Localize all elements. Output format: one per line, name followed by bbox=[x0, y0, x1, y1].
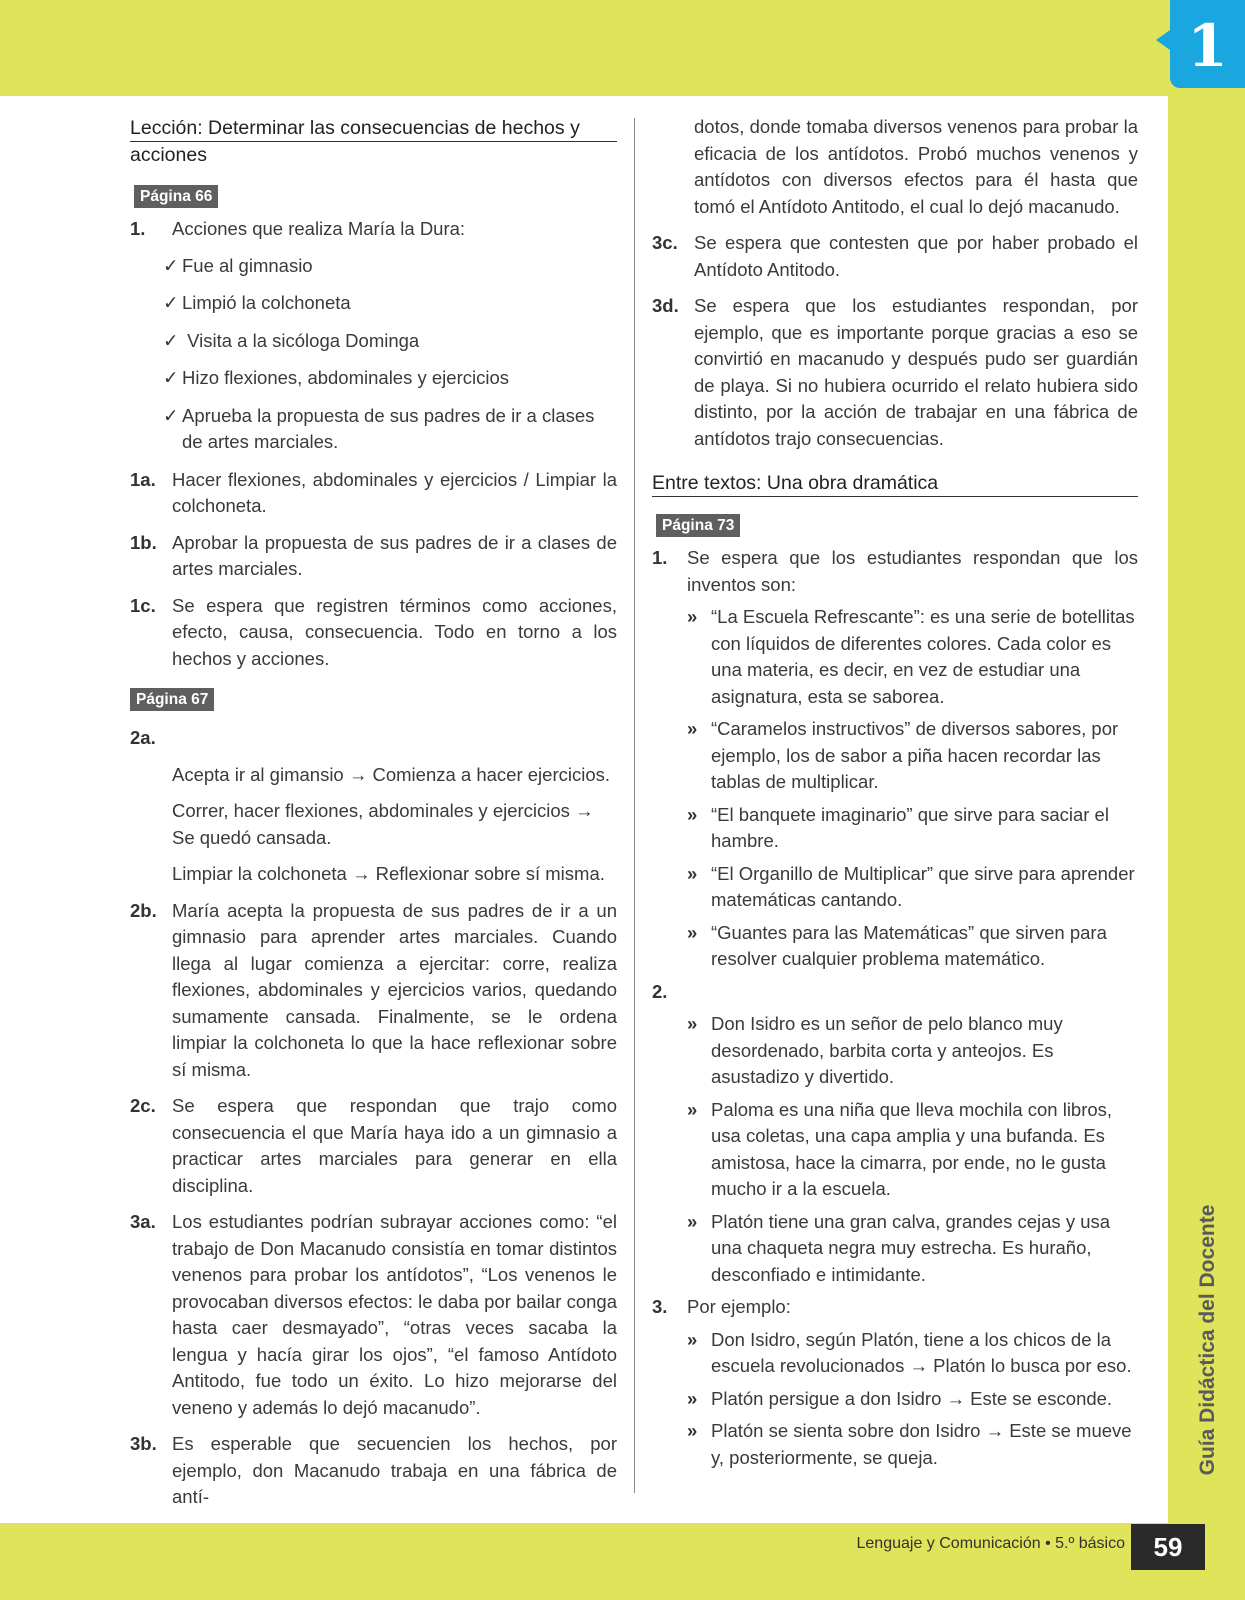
question-number: 3a. bbox=[130, 1211, 156, 1232]
bullet-text: Don Isidro es un señor de pelo blanco muy desordenado, barbita corta y anteojos. Es asustadizo y divertido. bbox=[711, 1013, 1063, 1087]
question-text: Por ejemplo: bbox=[687, 1296, 791, 1317]
question-3c bbox=[652, 230, 1138, 283]
check-text: Visita a la sicóloga Dominga bbox=[182, 329, 420, 351]
bullet-text: Platón tiene una gran calva, grandes cejas y usa una chaqueta negra muy estrecha. Es huraño, desconfiado e intimidante. bbox=[711, 1210, 1111, 1285]
header-band bbox=[0, 0, 1245, 96]
question-text: Se espera que registren términos como acciones, efecto, causa, consecuencia. Todo en torno a los hechos y acciones. bbox=[172, 594, 617, 669]
page-number: 59 bbox=[1153, 1532, 1183, 1562]
prompt-2 bbox=[652, 979, 1138, 1006]
bullet-text: “Guantes para las Matemáticas” que sirven para resolver cualquier problema matemático. bbox=[711, 921, 1107, 969]
bullet-icon: » bbox=[687, 718, 698, 739]
check-item bbox=[130, 253, 617, 280]
bullet-icon: » bbox=[687, 1328, 698, 1350]
left-column bbox=[130, 112, 617, 1521]
question-3a bbox=[130, 1209, 617, 1421]
question-number: 1c. bbox=[130, 594, 156, 616]
check-text: Aprueba la propuesta de sus padres de ir a clases de artes marciales. bbox=[182, 404, 595, 452]
question-2b bbox=[130, 898, 617, 1084]
question-number: 1. bbox=[130, 218, 146, 239]
question-number: 2a. bbox=[130, 727, 156, 748]
question-number: 3b. bbox=[130, 1433, 157, 1454]
unit-number: 1 bbox=[1187, 12, 1228, 80]
prompt-1 bbox=[652, 545, 1138, 598]
lesson-title-line-2: acciones bbox=[130, 144, 207, 166]
bullet-text: Platón persigue a don Isidro → Este se esconde. bbox=[711, 1387, 1113, 1409]
bullet-icon: » bbox=[687, 803, 698, 825]
check-item bbox=[130, 403, 617, 456]
lesson-title-line-1: Lección: Determinar las consecuencias de hechos y bbox=[130, 115, 617, 142]
bullet-text: “El banquete imaginario” que sirve para saciar el hambre. bbox=[711, 803, 1109, 851]
question-number: 1a. bbox=[130, 468, 156, 490]
question-number: 2c. bbox=[130, 1095, 156, 1116]
check-icon: ✓ bbox=[163, 292, 179, 313]
question-number: 1b. bbox=[130, 531, 157, 553]
check-text: Fue al gimnasio bbox=[182, 254, 313, 276]
bullet-item bbox=[652, 1097, 1138, 1203]
question-text: Los estudiantes podrían subrayar acciones como: “el trabajo de Don Macanudo consistía en tomar distintos venenos para probar los antídotos”, “Los venenos le provocaban diversos efectos: le daba por bailar conga hasta caer desmayado”, “otras veces sacaba la lengua y hacía girar los ojos”, “el famoso Antídoto Antitodo, fue todo un éxito. Lo hizo mejorarse del veneno y además lo dejó macanudo”. bbox=[172, 1211, 617, 1418]
answer-line: Correr, hacer flexiones, abdominales y ejercicios → Se quedó cansada. bbox=[172, 800, 594, 848]
bullet-item bbox=[652, 1011, 1138, 1091]
column-divider bbox=[634, 118, 635, 1493]
section-title: Entre textos: Una obra dramática bbox=[652, 470, 1138, 497]
question-number: 3c. bbox=[652, 232, 678, 253]
bullet-text: “La Escuela Refrescante”: es una serie de botellitas con líquidos de diferentes colores. Cada color es una materia, es decir, en vez de estudiar una asignatura, esta se saborea. bbox=[711, 606, 1135, 707]
question-2a bbox=[130, 725, 617, 752]
bullet-item bbox=[652, 1418, 1138, 1471]
right-column bbox=[652, 112, 1138, 1477]
question-text: Acciones que realiza María la Dura: bbox=[172, 218, 466, 239]
side-label: Guía Didáctica del Docente bbox=[1196, 1204, 1219, 1476]
bullet-item bbox=[652, 1386, 1138, 1413]
bullet-icon: » bbox=[687, 1098, 698, 1120]
question-text: Se espera que contesten que por haber probado el Antídoto Antitodo. bbox=[694, 232, 1138, 280]
check-text: Limpió la colchoneta bbox=[182, 292, 351, 313]
question-text: Es esperable que secuencien los hechos, por ejemplo, don Macanudo trabaja en una fábrica de antí- bbox=[172, 1433, 617, 1507]
footer-subject: Lenguaje y Comunicación • 5.º básico bbox=[856, 1535, 1125, 1552]
question-1 bbox=[130, 216, 617, 243]
question-number: 2. bbox=[652, 980, 668, 1002]
bullet-icon: » bbox=[687, 606, 698, 627]
bullet-text: Platón se sienta sobre don Isidro → Este se mueve y, posteriormente, se queja. bbox=[711, 1420, 1132, 1468]
question-number: 2b. bbox=[130, 899, 157, 921]
bullet-icon: » bbox=[687, 1013, 698, 1034]
bullet-text: Don Isidro, según Platón, tiene a los chicos de la escuela revolucionados → Platón lo busca por eso. bbox=[711, 1328, 1132, 1376]
question-text: Se espera que los estudiantes respondan, por ejemplo, que es importante porque gracias a eso se convirtió en macanudo y después pudo ser guardián de playa. Si no hubiera ocurrido el relato hubiera sido distinto, por la acción de trabajar en una fábrica de antídotos trajo consecuencias. bbox=[694, 295, 1138, 449]
bullet-icon: » bbox=[687, 921, 698, 943]
check-icon: ✓ bbox=[163, 404, 179, 426]
bullet-item bbox=[652, 802, 1138, 855]
question-text: María acepta la propuesta de sus padres de ir a un gimnasio para aprender artes marciales. Cuando llega al lugar comienza a ejercitar: corre, realiza flexiones, abdominales y ejercicios varios, quedando sumamente cansada. Finalmente, se le ordena limpiar la colchoneta lo que la hace reflexionar sobre sí misma. bbox=[172, 899, 617, 1080]
answer-line: Acepta ir al gimansio → Comienza a hacer ejercicios. bbox=[172, 763, 611, 785]
bullet-text: “El Organillo de Multiplicar” que sirve para aprender matemáticas cantando. bbox=[711, 862, 1135, 910]
bullet-item bbox=[652, 920, 1138, 973]
bullet-icon: » bbox=[687, 862, 698, 884]
question-number: 3d. bbox=[652, 295, 679, 316]
bullet-icon: » bbox=[687, 1420, 698, 1441]
question-1c bbox=[130, 593, 617, 673]
question-3b bbox=[130, 1431, 617, 1511]
question-number: 3. bbox=[652, 1296, 668, 1317]
check-icon: ✓ bbox=[163, 367, 179, 388]
unit-tab bbox=[1170, 0, 1245, 88]
check-item bbox=[130, 365, 617, 392]
bullet-icon: » bbox=[687, 1210, 698, 1232]
page-badge-67: Página 67 bbox=[130, 688, 214, 711]
bullet-item bbox=[652, 861, 1138, 914]
bullet-icon: » bbox=[687, 1387, 698, 1409]
page-badge-66: Página 66 bbox=[134, 185, 218, 208]
question-number: 1. bbox=[652, 547, 668, 568]
check-icon: ✓ bbox=[163, 329, 179, 351]
bullet-item bbox=[652, 1327, 1138, 1380]
prompt-3 bbox=[652, 1294, 1138, 1321]
question-text: Aprobar la propuesta de sus padres de ir a clases de artes marciales. bbox=[172, 531, 617, 579]
answer-line: Limpiar la colchoneta → Reflexionar sobre sí misma. bbox=[172, 863, 605, 884]
question-text: Se espera que los estudiantes respondan que los inventos son: bbox=[687, 547, 1138, 595]
question-3b-continued: dotos, donde tomaba diversos venenos para probar la eficacia de los antídotos. Probó muchos venenos y antídotos con diversos efectos para él hasta que tomó el Antídoto Antitodo, el cual lo dejó macanudo. bbox=[694, 116, 1138, 217]
question-1b bbox=[130, 530, 617, 583]
bullet-item bbox=[652, 604, 1138, 710]
bullet-item bbox=[652, 1209, 1138, 1289]
question-text: Hacer flexiones, abdominales y ejercicios / Limpiar la colchoneta. bbox=[172, 468, 617, 516]
check-icon: ✓ bbox=[163, 254, 179, 276]
check-item bbox=[130, 328, 617, 355]
question-3d bbox=[652, 293, 1138, 452]
bullet-text: “Caramelos instructivos” de diversos sabores, por ejemplo, los de sabor a piña hacen recordar las tablas de multiplicar. bbox=[711, 718, 1119, 792]
question-text: Se espera que respondan que trajo como consecuencia el que María haya ido a un gimnasio a practicar artes marciales para generar en ella disciplina. bbox=[172, 1095, 617, 1196]
bullet-text: Paloma es una niña que lleva mochila con libros, usa coletas, una capa amplia y una bufanda. Es amistosa, hace la cimarra, por ende, no le gusta mucho ir a la escuela. bbox=[711, 1098, 1113, 1199]
bullet-item bbox=[652, 716, 1138, 796]
check-item bbox=[130, 290, 617, 317]
check-text: Hizo flexiones, abdominales y ejercicios bbox=[182, 367, 509, 388]
question-2c bbox=[130, 1093, 617, 1199]
page-badge-73: Página 73 bbox=[656, 514, 740, 537]
question-1a bbox=[130, 467, 617, 520]
lesson-title bbox=[130, 115, 617, 168]
